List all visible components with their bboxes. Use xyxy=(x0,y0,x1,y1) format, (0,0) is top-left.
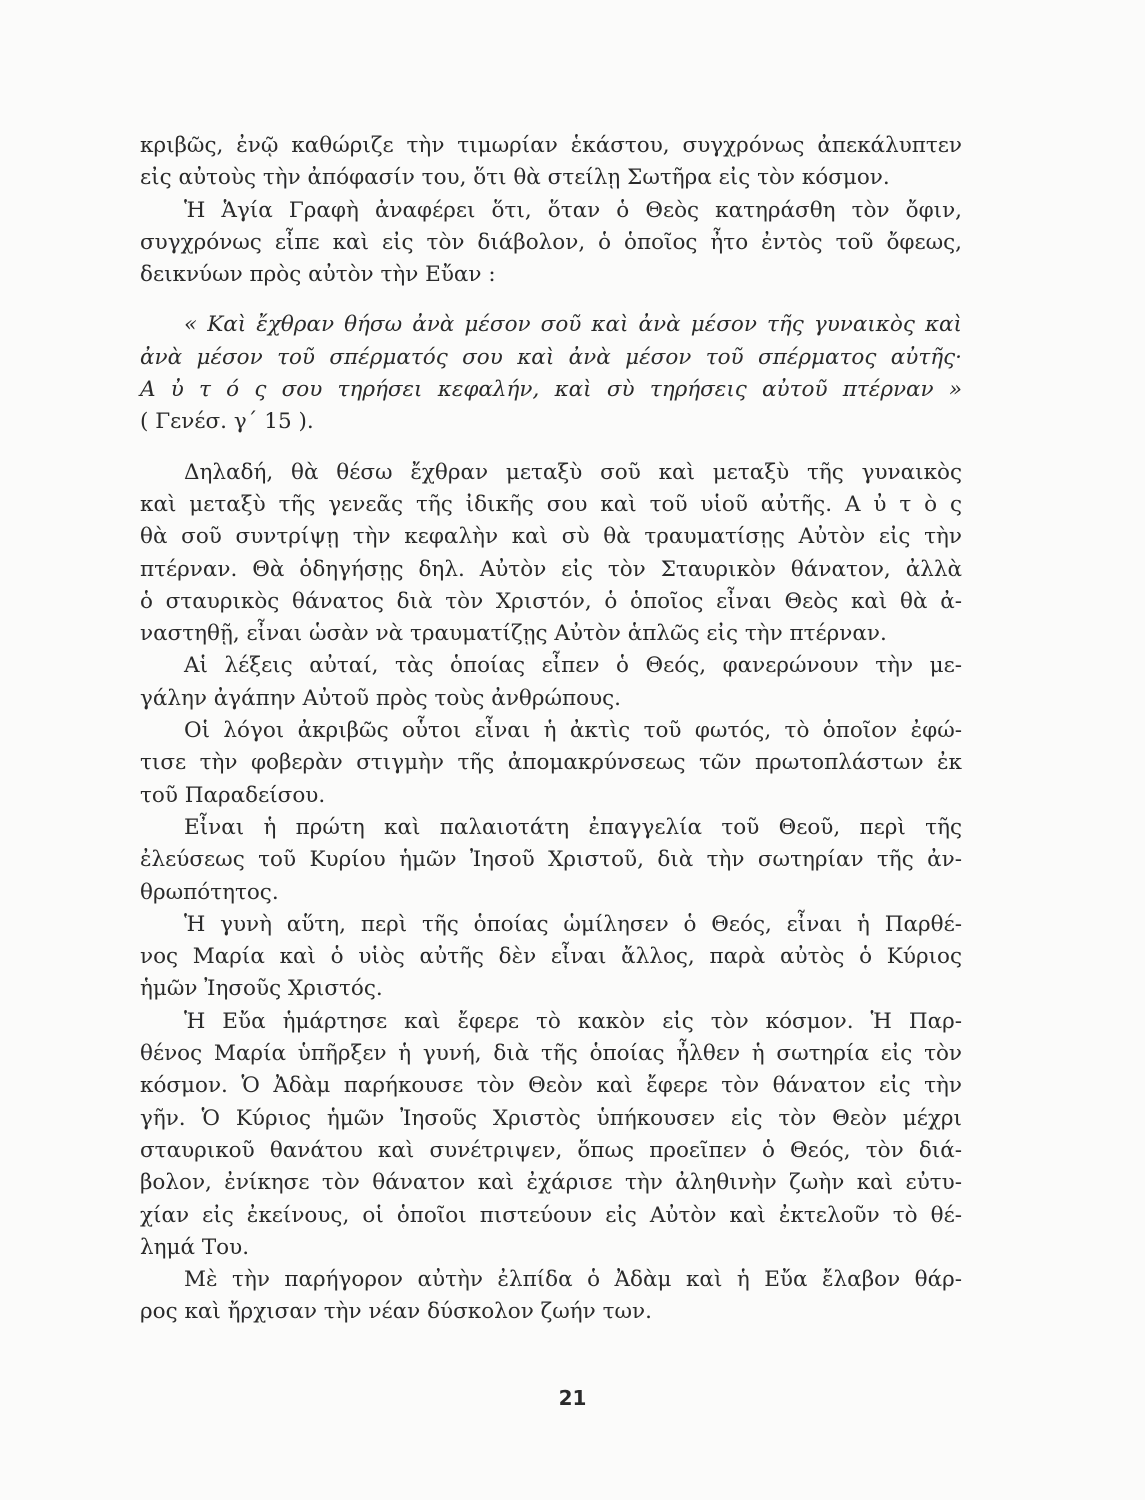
quote-line: Α ὐ τ ό ς σου τηρήσει κεφαλήν, καὶ σὺ τηρήσεις αὐτοῦ πτέρναν » xyxy=(140,377,962,403)
text-line: συγχρόνως εἶπε καὶ εἰς τὸν διάβολον, ὁ ὁποῖος ἦτο ἐντὸς τοῦ ὄφεως, xyxy=(140,229,962,255)
text-line: τισε τὴν φοβερὰν στιγμὴν τῆς ἀπομακρύνσεως τῶν πρωτοπλάστων ἐκ xyxy=(140,750,962,776)
text-line: κόσμον. Ὁ Ἀδὰμ παρήκουσε τὸν Θεὸν καὶ ἔφερε τὸν θάνατον εἰς τὴν xyxy=(140,1073,962,1099)
text-line: πτέρναν. Θὰ ὁδηγήσῃς δηλ. Αὐτὸν εἰς τὸν Σταυρικὸν θάνατον, ἀλλὰ xyxy=(140,556,962,582)
text-line: γάλην ἀγάπην Αὐτοῦ πρὸς τοὺς ἀνθρώπους. xyxy=(140,685,622,711)
body-text xyxy=(140,130,962,1329)
paragraph-gap xyxy=(140,291,962,309)
text-line: γῆν. Ὁ Κύριος ἡμῶν Ἰησοῦς Χριστὸς ὑπήκουσεν εἰς τὸν Θεὸν μέχρι xyxy=(140,1105,962,1131)
text-line: χίαν εἰς ἐκείνους, οἱ ὁποῖοι πιστεύουν εἰς Αὐτὸν καὶ ἐκτελοῦν τὸ θέ- xyxy=(140,1202,962,1228)
text-line: ἐλεύσεως τοῦ Κυρίου ἡμῶν Ἰησοῦ Χριστοῦ, διὰ τὴν σωτηρίαν τῆς ἀν- xyxy=(140,847,962,873)
paragraph-gap xyxy=(140,439,962,457)
text-line: Μὲ τὴν παρήγορον αὐτὴν ἐλπίδα ὁ Ἀδὰμ καὶ ἡ Εὔα ἔλαβον θάρ- xyxy=(184,1267,962,1293)
text-line: Εἶναι ἡ πρώτη καὶ παλαιοτάτη ἐπαγγελία τοῦ Θεοῦ, περὶ τῆς xyxy=(184,814,962,840)
text-line: θὰ σοῦ συντρίψῃ τὴν κεφαλὴν καὶ σὺ θὰ τραυματίσῃς Αὐτὸν εἰς τὴν xyxy=(140,524,962,550)
quote-reference: ( Γενέσ. γ΄ 15 ). xyxy=(140,409,314,435)
quote-line: ἀνὰ μέσον τοῦ σπέρματός σου καὶ ἀνὰ μέσον τοῦ σπέρματος αὐτῆς· xyxy=(140,344,962,370)
text-line: Οἱ λόγοι ἀκριβῶς οὗτοι εἶναι ἡ ἀκτὶς τοῦ φωτός, τὸ ὁποῖον ἐφώ- xyxy=(184,718,962,744)
quote-line: « Καὶ ἔχθραν θήσω ἀνὰ μέσον σοῦ καὶ ἀνὰ μέσον τῆς γυναικὸς καὶ xyxy=(184,312,962,338)
text-line: βολον, ἐνίκησε τὸν θάνατον καὶ ἐχάρισε τὴν ἀληθινὴν ζωὴν καὶ εὐτυ- xyxy=(140,1170,962,1196)
text-line: λημά Του. xyxy=(140,1234,250,1260)
text-line: κριβῶς, ἐνῷ καθώριζε τὴν τιμωρίαν ἑκάστου, συγχρόνως ἀπεκάλυπτεν xyxy=(140,133,962,158)
text-line: νος Μαρία καὶ ὁ υἱὸς αὐτῆς δὲν εἶναι ἄλλος, παρὰ αὐτὸς ὁ Κύριος xyxy=(140,944,962,970)
text-line: δεικνύων πρὸς αὐτὸν τὴν Εὔαν : xyxy=(140,262,496,288)
text-line: θρωπότητος. xyxy=(140,879,279,905)
text-line: σταυρικοῦ θανάτου καὶ συνέτριψεν, ὅπως προεῖπεν ὁ Θεός, τὸν διά- xyxy=(140,1137,962,1163)
text-line: Αἱ λέξεις αὐταί, τὰς ὁποίας εἶπεν ὁ Θεός, φανερώνουν τὴν με- xyxy=(184,653,962,679)
text-line: θένος Μαρία ὑπῆρξεν ἡ γυνή, διὰ τῆς ὁποίας ἦλθεν ἡ σωτηρία εἰς τὸν xyxy=(140,1041,962,1067)
text-line: Ἡ γυνὴ αὕτη, περὶ τῆς ὁποίας ὡμίλησεν ὁ Θεός, εἶναι ἡ Παρθέ- xyxy=(184,911,962,937)
text-line: ρος καὶ ἤρχισαν τὴν νέαν δύσκολον ζωήν των. xyxy=(140,1299,652,1325)
text-line: τοῦ Παραδείσου. xyxy=(140,782,326,808)
text-line: Ἡ Εὔα ἡμάρτησε καὶ ἔφερε τὸ κακὸν εἰς τὸν κόσμον. Ἡ Παρ- xyxy=(184,1008,962,1034)
text-line: ὁ σταυρικὸς θάνατος διὰ τὸν Χριστόν, ὁ ὁποῖος εἶναι Θεὸς καὶ θὰ ἀ- xyxy=(140,588,962,614)
text-line: ἡμῶν Ἰησοῦς Χριστός. xyxy=(140,976,383,1002)
text-line: Ἡ Ἁγία Γραφὴ ἀναφέρει ὅτι, ὅταν ὁ Θεὸς κατηράσθη τὸν ὄφιν, xyxy=(184,197,962,223)
text-line: εἰς αὐτοὺς τὴν ἀπόφασίν του, ὅτι θὰ στείλῃ Σωτῆρα εἰς τὸν κόσμον. xyxy=(140,165,890,191)
text-line: καὶ μεταξὺ τῆς γενεᾶς τῆς ἰδικῆς σου καὶ τοῦ υἱοῦ αὐτῆς. Α ὐ τ ὸ ς xyxy=(140,491,962,517)
text-line: Δηλαδή, θὰ θέσω ἔχθραν μεταξὺ σοῦ καὶ μεταξὺ τῆς γυναικὸς xyxy=(184,459,962,485)
text-line: ναστηθῇ, εἶναι ὡσὰν νὰ τραυματίζῃς Αὐτὸν ἁπλῶς εἰς τὴν πτέρναν. xyxy=(140,621,887,647)
page-number: 21 xyxy=(558,1386,587,1410)
